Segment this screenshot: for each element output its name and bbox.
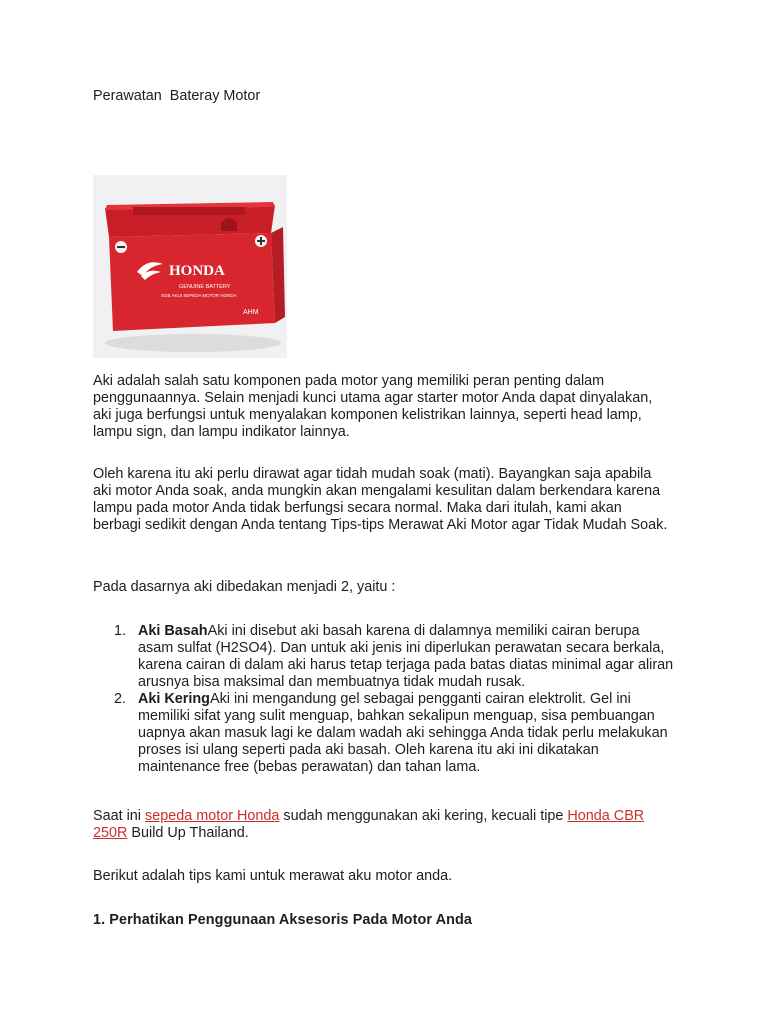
paragraph-types: Pada dasarnya aki dibedakan menjadi 2, yaitu : xyxy=(93,579,396,595)
document-title: Perawatan Bateray Motor xyxy=(93,88,261,104)
list-number: 1. xyxy=(114,623,127,639)
section-heading: 1. Perhatikan Penggunaan Aksesoris Pada Motor Anda xyxy=(93,912,472,928)
link-honda-cbr-250r[interactable]: Honda CBR 250R xyxy=(93,808,645,841)
battery-maker-text: AHM xyxy=(243,309,259,316)
text-part: Saat ini xyxy=(93,808,145,824)
battery-label-line2: SGB AKUI SEPEDA MOTOR HONDA xyxy=(161,293,237,298)
list-item xyxy=(93,691,678,776)
paragraph-intro: Aki adalah salah satu komponen pada motor yang memiliki peran penting dalam penggunaannya. Selain menjadi kunci utama agar starter motor Anda dapat dinyalakan, aki juga berfungsi untuk menyalakan komponen kelistrikan lainnya, seperti head lamp, lampu sign, dan lampu indikator lainnya. xyxy=(93,373,653,440)
battery-type-list xyxy=(93,623,678,776)
text-part: sudah menggunakan aki kering, kecuali tipe xyxy=(279,808,568,824)
paragraph-tips-intro: Berikut adalah tips kami untuk merawat aku motor anda. xyxy=(93,868,453,884)
list-term: Aki Kering xyxy=(138,691,210,707)
battery-label-line1: GENUINE BATTERY xyxy=(179,284,231,290)
battery-brand-text: HONDA xyxy=(169,263,225,279)
list-term: Aki Basah xyxy=(138,623,208,639)
list-item xyxy=(93,623,678,691)
honda-battery-photo xyxy=(93,175,287,358)
link-sepeda-motor-honda[interactable]: sepeda motor Honda xyxy=(145,808,280,824)
text-part: Build Up Thailand. xyxy=(127,825,249,841)
battery-illustration xyxy=(93,175,287,358)
list-text: Aki ini mengandung gel sebagai pengganti cairan elektrolit. Gel ini memiliki sifat yang sulit menguap, bahkan sekalipun menguap, sisa pembuangan uapnya akan masuk lagi ke dalam wadah aki sehingga Anda tidak perlu melakukan proses isi ulang seperti pada aki basah. Oleh karena itu aki ini dikatakan maintenance free (bebas perawatan) dan tahan lama. xyxy=(138,691,668,775)
paragraph-care: Oleh karena itu aki perlu dirawat agar tidah mudah soak (mati). Bayangkan saja apabila aki motor Anda soak, anda mungkin akan mengalami kesulitan dalam berkendara karena lampu pada motor Anda tidak berfungsi secara normal. Maka dari itulah, kami akan berbagi sedikit dengan Anda tentang Tips-tips Merawat Aki Motor agar Tidak Mudah Soak. xyxy=(93,466,668,533)
list-text: Aki ini disebut aki basah karena di dalamnya memiliki cairan berupa asam sulfat (H2SO4). Dan untuk aki jenis ini diperlukan perawatan secara berkala, karena cairan di dalam aki harus tetap terjaga pada batas diatas minimal agar aliran arusnya bisa maksimal dan membuatnya tidak mudah rusak. xyxy=(138,623,674,690)
list-number: 2. xyxy=(114,691,127,707)
paragraph-honda xyxy=(93,808,673,842)
